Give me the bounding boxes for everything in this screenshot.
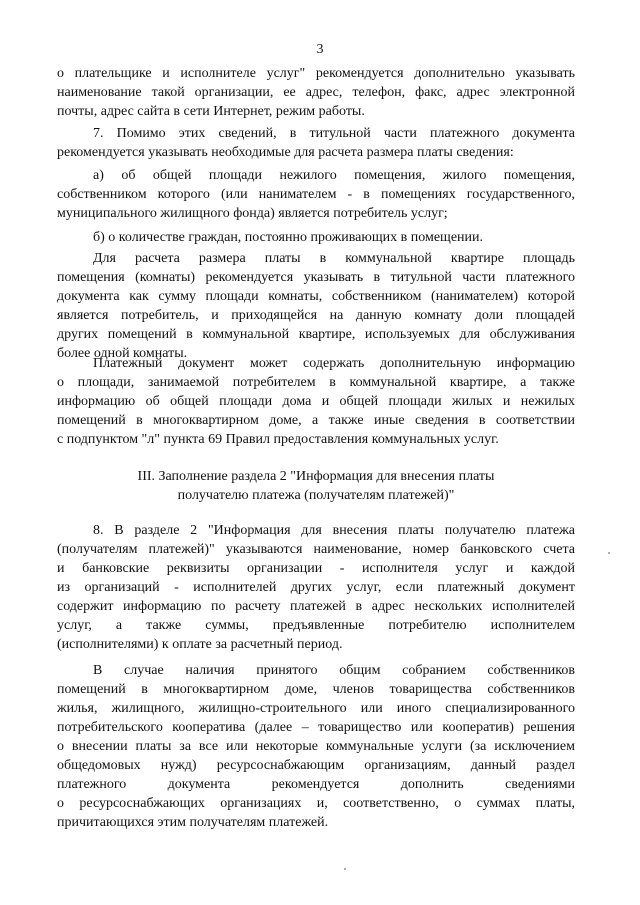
text-line: Для расчета размера платы в коммунальной квартире площадь bbox=[93, 251, 575, 266]
paragraph-item-8 bbox=[57, 521, 575, 654]
text-line: 7. Помимо этих сведений, в титульной части платежного документа bbox=[93, 126, 575, 141]
scan-speck bbox=[608, 552, 610, 554]
text-line: 8. В разделе 2 "Информация для внесения платы получателю платежа bbox=[93, 523, 575, 538]
text-line: наименование такой организации, ее адрес, телефон, факс, адрес электронной bbox=[57, 85, 575, 100]
text-line: информацию об общей площади дома и общей площади жилых и нежилых bbox=[57, 394, 575, 409]
text-line: из организаций - исполнителей других услуг, если платежный документ bbox=[57, 580, 575, 595]
text-line: Платежный документ может содержать дополнительную информацию bbox=[93, 356, 575, 371]
paragraph-item-7 bbox=[57, 124, 575, 162]
text-line: общедомовых нужд) ресурсоснабжающим организациям, данный раздел bbox=[57, 758, 575, 773]
paragraph-continuation bbox=[57, 64, 575, 121]
text-line: муниципального жилищного фонда) является потребитель услуг; bbox=[57, 206, 448, 221]
text-line: потребительского кооператива (далее – товарищество или кооператив) решения bbox=[57, 720, 575, 735]
scan-speck bbox=[344, 868, 346, 870]
text-line: документа как сумму площади комнаты, собственником (нанимателем) которой bbox=[57, 289, 575, 304]
text-line: содержит информацию по расчету платежей в адрес нескольких исполнителей bbox=[57, 599, 575, 614]
text-line: платежного документа рекомендуется дополнить сведениями bbox=[57, 777, 575, 792]
paragraph-meeting-decision bbox=[57, 661, 575, 832]
text-line: о площади, занимаемой потребителем в коммунальной квартире, а также bbox=[57, 375, 575, 390]
heading-line: получателю платежа (получателям платежей)" bbox=[177, 488, 455, 503]
paragraph-communal-area bbox=[57, 249, 575, 363]
text-line: о внесении платы за все или некоторые коммунальные услуги (за исключением bbox=[57, 739, 575, 754]
paragraph-additional-info bbox=[57, 354, 575, 449]
text-line: более одной комнаты. bbox=[57, 346, 188, 361]
text-line: (исполнителями) к оплате за расчетный период. bbox=[57, 637, 343, 652]
text-line: и банковские реквизиты организации - исполнителя услуг и каждой bbox=[57, 561, 575, 576]
text-line: В случае наличия принятого общим собранием собственников bbox=[93, 663, 575, 678]
text-line: а) об общей площади нежилого помещения, жилого помещения, bbox=[93, 168, 575, 183]
paragraph-subitem-b bbox=[57, 228, 575, 247]
paragraph-subitem-a bbox=[57, 166, 575, 223]
text-line: услуг, а также суммы, предъявленные потребителю исполнителем bbox=[57, 618, 575, 633]
text-line: жилья, жилищного, жилищно-строительного или иного специализированного bbox=[57, 701, 575, 716]
text-line: собственником которого (или нанимателем - в помещениях государственного, bbox=[57, 187, 575, 202]
text-line: почты, адрес сайта в сети Интернет, режим работы. bbox=[57, 104, 365, 119]
text-line: (получателям платежей)" указываются наименование, номер банковского счета bbox=[57, 542, 575, 557]
text-line: является потребитель, и приходящейся на данную комнату доли площадей bbox=[57, 308, 575, 323]
section-heading bbox=[57, 467, 575, 505]
text-line: помещения (комнаты) рекомендуется указывать в титульной части платежного bbox=[57, 270, 575, 285]
page-number: 3 bbox=[316, 42, 324, 57]
text-line: о ресурсоснабжающих организациях и, соответственно, о суммах платы, bbox=[57, 796, 575, 811]
text-line: помещений в многоквартирном доме, а также иные сведения в соответствии bbox=[57, 413, 575, 428]
text-line: других помещений в коммунальной квартире, используемых для обслуживания bbox=[57, 327, 575, 342]
heading-line: III. Заполнение раздела 2 "Информация для внесения платы bbox=[137, 469, 495, 484]
text-line: б) о количестве граждан, постоянно проживающих в помещении. bbox=[93, 230, 484, 245]
text-line: рекомендуется указывать необходимые для расчета размера платы сведения: bbox=[57, 145, 514, 160]
text-line: помещений в многоквартирном доме, членов товарищества собственников bbox=[57, 682, 575, 697]
text-line: причитающихся этим получателям платежей. bbox=[57, 815, 329, 830]
text-line: с подпунктом "л" пункта 69 Правил предоставления коммунальных услуг. bbox=[57, 432, 499, 447]
text-line: о плательщике и исполнителе услуг" рекомендуется дополнительно указывать bbox=[57, 66, 575, 81]
